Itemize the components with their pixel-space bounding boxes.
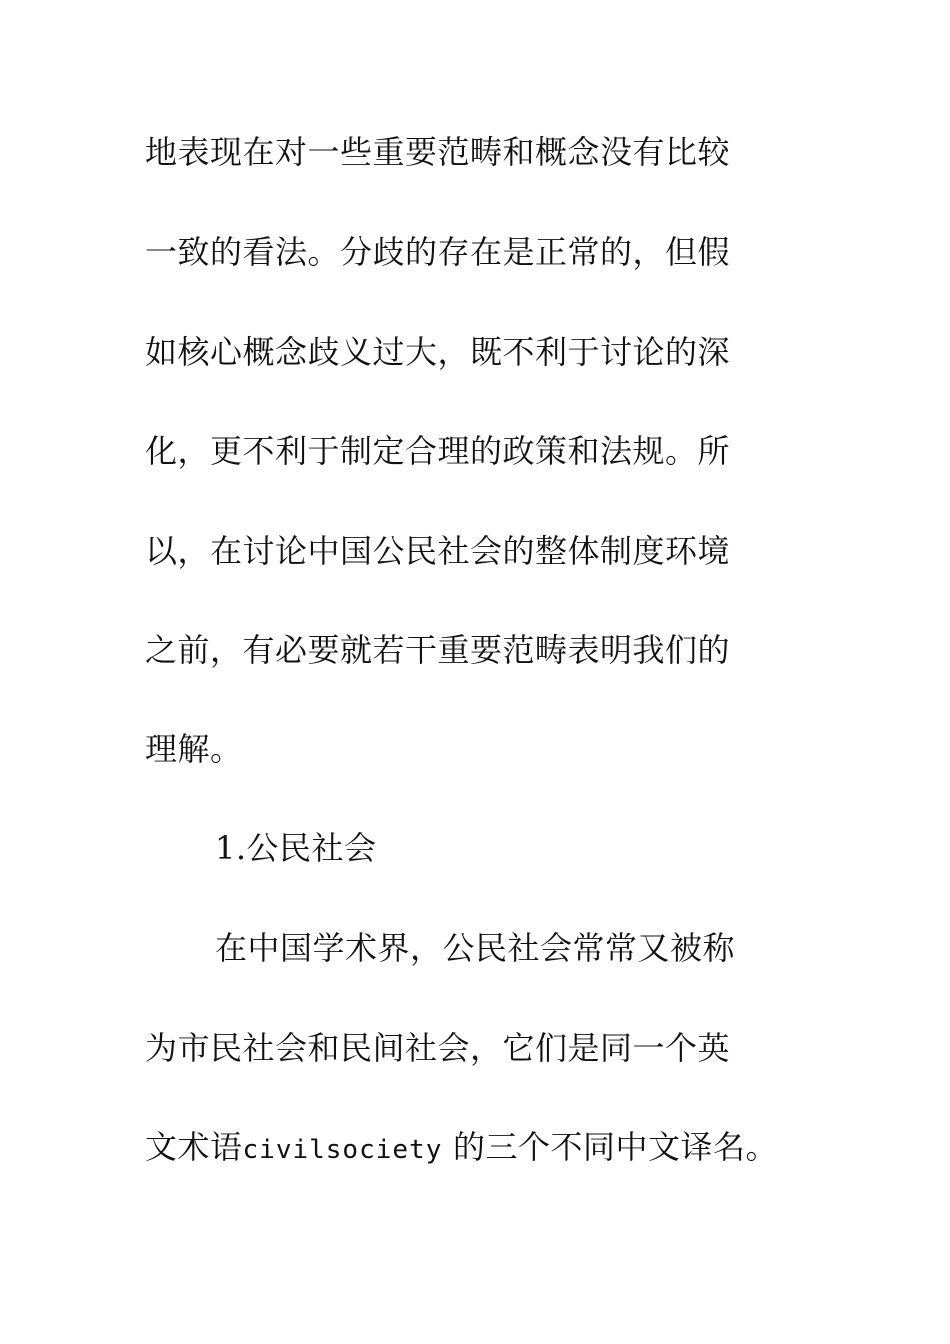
body-text-line: 理解。 <box>145 730 243 768</box>
body-text-line: 之前，有必要就若干重要范畴表明我们的 <box>145 631 731 669</box>
paragraph-first-line: 在中国学术界，公民社会常常又被称 <box>215 929 736 967</box>
body-text-line: 以，在讨论中国公民社会的整体制度环境 <box>145 532 731 570</box>
text-prefix: 文术语 <box>145 1128 243 1166</box>
body-text-line: 一致的看法。分歧的存在是正常的，但假 <box>145 233 731 271</box>
body-text-line: 为市民社会和民间社会，它们是同一个英 <box>145 1029 731 1067</box>
text-suffix: 的三个不同中文译名。 <box>442 1128 779 1166</box>
body-text-line: 如核心概念歧义过大，既不利于讨论的深 <box>145 333 731 371</box>
body-text-line-last <box>145 1127 845 1167</box>
english-term: civilsociety <box>242 1135 443 1165</box>
body-text-line: 地表现在对一些重要范畴和概念没有比较 <box>145 133 731 171</box>
section-heading: 1.公民社会 <box>215 829 377 867</box>
body-text-line: 化，更不利于制定合理的政策和法规。所 <box>145 432 731 470</box>
